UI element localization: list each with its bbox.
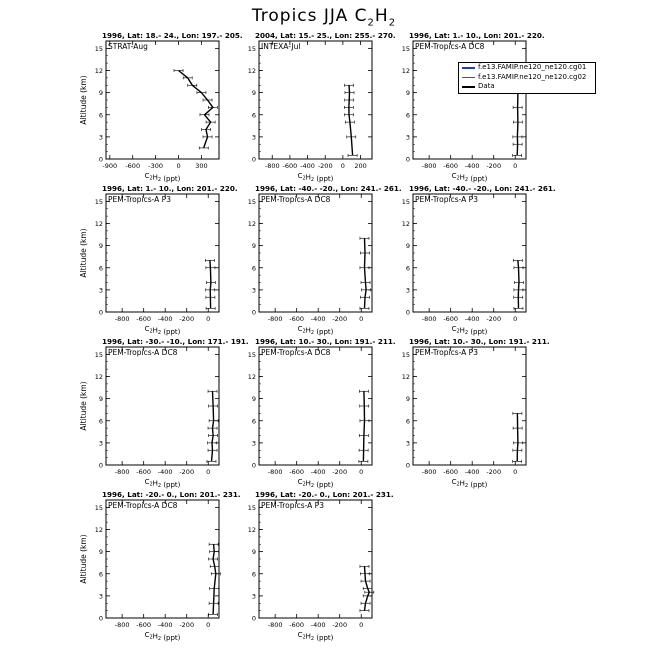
subplot-header: 2004, Lat: 15.- 25., Lon: 255.- 270. [255,31,396,40]
y-tick-label: 15 [401,44,410,53]
x-tick-label: -600 [136,621,152,629]
y-tick-label: 15 [94,503,103,512]
y-tick-label: 3 [405,439,410,448]
y-tick-label: 9 [98,548,103,557]
x-tick-label: 0 [359,621,364,629]
y-tick-label: 9 [251,548,256,557]
data-profile-line [365,238,367,308]
y-axis-label: Altitude (km) [79,534,88,584]
subplot [248,31,396,183]
y-tick-label: 6 [98,570,103,579]
x-tick-label: -400 [310,468,326,476]
y-tick-label: 12 [401,220,410,228]
subplot-header: 1996, Lat: -40.- -20., Lon: 241.- 261. [409,184,556,193]
x-tick-label: -400 [464,468,480,476]
campaign-label: PEM-Tropics-A P3 [415,348,478,357]
y-tick-label: 0 [251,155,256,164]
legend-entry [459,73,595,83]
x-tick-label: -600 [443,468,459,476]
x-axis-label: $C_2H_2$ (ppt) [451,325,488,336]
y-tick-label: 15 [247,350,256,359]
x-tick-label: 0 [340,162,345,170]
campaign-label: PEM-Tropics-A DC8 [108,348,178,357]
subplot-header: 1996, Lat: -40.- -20., Lon: 241.- 261. [255,184,402,193]
x-axis-label: $C_2H_2$ (ppt) [144,325,181,336]
y-tick-label: 15 [401,197,410,206]
x-tick-label: -200 [486,315,502,323]
x-axis-label: $C_2H_2$ (ppt) [451,172,488,183]
data-profile-line [349,85,353,155]
campaign-label: STRAT-Aug [108,42,148,51]
legend-entry [459,63,595,73]
x-tick-label: -400 [464,315,480,323]
y-tick-label: 15 [247,503,256,512]
x-tick-label: -600 [443,162,459,170]
x-tick-label: -800 [114,468,130,476]
campaign-label: PEM-Tropics-A DC8 [108,501,178,510]
y-tick-label: 6 [405,417,410,426]
y-axis-label: Altitude (km) [79,381,88,431]
x-tick-label: -200 [179,315,195,323]
x-axis-label: $C_2H_2$ (ppt) [297,478,334,489]
y-tick-label: 6 [251,570,256,579]
x-tick-label: -800 [114,315,130,323]
subplot [248,337,396,489]
x-tick-label: -400 [310,621,326,629]
x-axis-label: $C_2H_2$ (ppt) [297,631,334,642]
y-tick-label: 15 [401,350,410,359]
y-tick-label: 9 [405,242,410,251]
title-mid: H [374,6,389,26]
y-tick-label: 0 [405,461,410,470]
subplot-header: 1996, Lat: 10.- 30., Lon: 191.- 211. [409,337,550,346]
y-tick-label: 0 [251,614,256,623]
x-tick-label: 0 [206,468,211,476]
x-tick-label: -300 [148,162,164,170]
y-tick-label: 6 [251,264,256,273]
y-tick-label: 12 [247,526,256,534]
x-tick-label: -600 [136,468,152,476]
x-axis-label: $C_2H_2$ (ppt) [144,172,181,183]
x-axis-label: $C_2H_2$ (ppt) [144,478,181,489]
x-tick-label: 0 [206,621,211,629]
plot-frame [106,500,219,618]
y-tick-label: 9 [251,242,256,251]
x-tick-label: -600 [282,162,298,170]
x-tick-label: -400 [310,315,326,323]
x-tick-label: -200 [179,621,195,629]
campaign-label: PEM-Tropics-A DC8 [261,348,331,357]
data-profile-line [179,71,213,148]
campaign-label: PEM-Tropics-A DC8 [415,42,485,51]
y-tick-label: 9 [405,89,410,98]
x-tick-label: -200 [486,162,502,170]
x-axis-label: $C_2H_2$ (ppt) [297,325,334,336]
x-tick-label: -200 [486,468,502,476]
y-tick-label: 9 [98,395,103,404]
y-tick-label: 0 [98,155,103,164]
plot-frame [259,41,372,159]
y-tick-label: 0 [98,461,103,470]
x-tick-label: -800 [421,162,437,170]
y-tick-label: 6 [251,111,256,120]
x-axis-label: $C_2H_2$ (ppt) [451,478,488,489]
legend-swatch-cg01 [462,67,475,69]
data-profile-line [213,544,216,614]
x-tick-label: -600 [289,315,305,323]
y-tick-label: 3 [251,133,256,142]
plot-frame [106,194,219,312]
y-tick-label: 3 [98,592,103,601]
campaign-label: PEM-Tropics-A P3 [415,195,478,204]
plot-frame [106,41,219,159]
x-tick-label: -600 [136,315,152,323]
y-tick-label: 12 [247,220,256,228]
x-tick-label: -800 [267,621,283,629]
y-tick-label: 12 [94,526,103,534]
x-tick-label: -800 [421,468,437,476]
subplot [402,337,550,489]
y-tick-label: 3 [98,439,103,448]
legend-entry [459,82,595,92]
y-tick-label: 0 [405,308,410,317]
subplot [79,337,249,489]
y-tick-label: 12 [94,373,103,381]
y-tick-label: 15 [94,197,103,206]
subplot [402,31,545,183]
y-tick-label: 3 [251,439,256,448]
x-tick-label: -800 [264,162,280,170]
y-tick-label: 6 [98,111,103,120]
y-axis-label: Altitude (km) [79,75,88,125]
y-tick-label: 15 [94,350,103,359]
y-tick-label: 3 [98,133,103,142]
title-main: Tropics JJA C [251,6,368,26]
x-tick-label: -600 [125,162,141,170]
x-tick-label: 300 [195,162,208,170]
x-tick-label: -900 [102,162,118,170]
x-tick-label: 0 [206,315,211,323]
x-tick-label: -800 [421,315,437,323]
data-profile-line [517,85,518,155]
y-tick-label: 15 [247,44,256,53]
x-tick-label: -800 [114,621,130,629]
plot-frame [413,347,526,465]
data-profile-line [517,413,518,461]
legend-swatch-data [462,86,475,88]
legend-label: f.e13.FAMIP.ne120_ne120.cg01 [478,63,587,71]
y-tick-label: 12 [94,220,103,228]
y-tick-label: 9 [251,89,256,98]
y-tick-label: 12 [401,373,410,381]
x-tick-label: 200 [354,162,367,170]
x-tick-label: -400 [157,468,173,476]
subplot-header: 1996, Lat: -20.- 0., Lon: 201.- 231. [102,490,241,499]
y-tick-label: 9 [98,89,103,98]
x-tick-label: 0 [513,315,518,323]
legend-label: Data [478,82,495,90]
subplot [402,184,556,336]
subplot-header: 1996, Lat: 18.- 24., Lon: 197.- 205. [102,31,243,40]
x-tick-label: -600 [443,315,459,323]
campaign-label: PEM-Tropics-A P3 [108,195,171,204]
y-tick-label: 6 [405,264,410,273]
y-tick-label: 0 [98,308,103,317]
subplot [79,31,243,183]
x-tick-label: -200 [332,621,348,629]
x-tick-label: -200 [317,162,333,170]
x-tick-label: -400 [464,162,480,170]
y-tick-label: 9 [405,395,410,404]
y-tick-label: 15 [247,197,256,206]
y-tick-label: 0 [98,614,103,623]
x-tick-label: -600 [289,621,305,629]
subplot-header: 1996, Lat: -20.- 0., Lon: 201.- 231. [255,490,394,499]
x-tick-label: -200 [332,468,348,476]
campaign-label: INTEXA-Jul [261,42,301,51]
y-tick-label: 6 [98,417,103,426]
x-tick-label: -400 [157,621,173,629]
y-tick-label: 0 [251,461,256,470]
x-axis-label: $C_2H_2$ (ppt) [297,172,334,183]
y-tick-label: 12 [247,67,256,75]
legend-label: f.e13.FAMIP.ne120_ne120.cg02 [478,72,587,81]
subplot-header: 1996, Lat: 1.- 10., Lon: 201.- 220. [409,31,545,40]
y-tick-label: 0 [251,308,256,317]
y-tick-label: 15 [94,44,103,53]
y-tick-label: 12 [94,67,103,75]
x-tick-label: -400 [157,315,173,323]
plot-frame [259,347,372,465]
subplot-header: 1996, Lat: 1.- 10., Lon: 201.- 220. [102,184,238,193]
plot-frame [259,500,372,618]
x-tick-label: 0 [359,315,364,323]
y-tick-label: 6 [98,264,103,273]
y-tick-label: 0 [405,155,410,164]
plot-frame [106,347,219,465]
x-tick-label: -400 [300,162,315,170]
x-tick-label: -800 [267,468,283,476]
y-tick-label: 12 [247,373,256,381]
subplot-header: 1996, Lat: 10.- 30., Lon: 191.- 211. [255,337,396,346]
y-tick-label: 3 [251,286,256,295]
y-tick-label: 3 [405,133,410,142]
title-subscript-2: 2 [388,17,397,29]
subplot-header: 1996, Lat: -30.- -10., Lon: 171.- 191. [102,337,249,346]
plot-frame [413,41,526,159]
y-tick-label: 9 [251,395,256,404]
x-tick-label: 0 [359,468,364,476]
x-tick-label: -800 [267,315,283,323]
legend-swatch-cg02 [462,77,475,79]
x-tick-label: -200 [332,315,348,323]
y-axis-label: Altitude (km) [79,228,88,278]
data-profile-line [363,391,364,461]
y-tick-label: 3 [251,592,256,601]
campaign-label: PEM-Tropics-A P3 [261,501,324,510]
x-tick-label: 0 [513,162,518,170]
title-subscript-1: 2 [367,17,375,29]
y-tick-label: 12 [401,67,410,75]
subplot [248,490,394,642]
data-profile-line [212,391,214,461]
x-tick-label: -600 [289,468,305,476]
campaign-label: PEM-Tropics-A DC8 [261,195,331,204]
y-tick-label: 9 [98,242,103,251]
legend [458,62,596,94]
x-tick-label: 0 [176,162,181,170]
x-tick-label: 0 [513,468,518,476]
y-tick-label: 3 [405,286,410,295]
subplot [79,490,241,642]
subplot [79,184,238,336]
y-tick-label: 3 [98,286,103,295]
subplot [248,184,402,336]
plot-frame [413,194,526,312]
x-tick-label: -200 [179,468,195,476]
plot-frame [259,194,372,312]
x-axis-label: $C_2H_2$ (ppt) [144,631,181,642]
y-tick-label: 6 [405,111,410,120]
y-tick-label: 6 [251,417,256,426]
